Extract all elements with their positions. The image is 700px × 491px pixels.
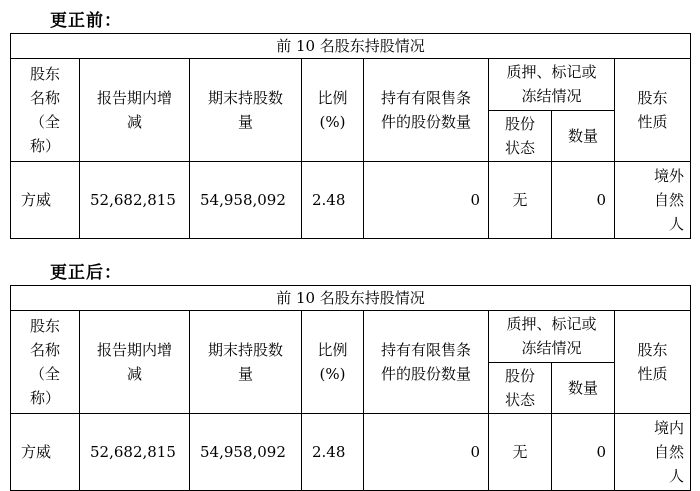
cell-restricted: 0 (364, 162, 489, 239)
section-heading-after: 更正后： (50, 263, 122, 283)
cell-pledge-qty: 0 (552, 162, 615, 239)
header-end-holding: 期末持股数 量 (190, 311, 302, 414)
cell-name: 方威 (11, 414, 80, 491)
header-period-change: 报告期内增 减 (80, 59, 190, 162)
header-end-holding: 期末持股数 量 (190, 59, 302, 162)
table-title: 前 10 名股东持股情况 (11, 34, 691, 59)
table-row (11, 162, 691, 239)
cell-end-holding: 54,958,092 (190, 162, 302, 239)
cell-pledge-status: 无 (489, 414, 552, 491)
shareholder-table-after (10, 285, 691, 491)
cell-nature: 境外 自然 人 (615, 162, 691, 239)
cell-pledge-qty: 0 (552, 414, 615, 491)
table-title: 前 10 名股东持股情况 (11, 286, 691, 311)
header-shareholder-nature: 股东 性质 (615, 311, 691, 414)
header-shareholder-name: 股东 名称 （全 称） (11, 311, 80, 414)
cell-name: 方威 (11, 162, 80, 239)
shareholder-table-before (10, 33, 691, 239)
header-pledge-status: 股份 状态 (489, 110, 552, 162)
cell-restricted: 0 (364, 414, 489, 491)
cell-ratio: 2.48 (302, 414, 364, 491)
section-heading-before: 更正前： (50, 11, 122, 31)
header-ratio: 比例 (%) (302, 311, 364, 414)
header-pledge-status: 股份 状态 (489, 362, 552, 414)
header-restricted-shares: 持有有限售条 件的股份数量 (364, 59, 489, 162)
header-period-change: 报告期内增 减 (80, 311, 190, 414)
header-pledge-qty: 数量 (552, 110, 615, 162)
header-shareholder-nature: 股东 性质 (615, 59, 691, 162)
table-row (11, 414, 691, 491)
header-ratio: 比例 (%) (302, 59, 364, 162)
header-pledge-group: 质押、标记或 冻结情况 (489, 59, 615, 111)
cell-pledge-status: 无 (489, 162, 552, 239)
cell-change: 52,682,815 (80, 162, 190, 239)
cell-ratio: 2.48 (302, 162, 364, 239)
cell-change: 52,682,815 (80, 414, 190, 491)
cell-nature: 境内 自然 人 (615, 414, 691, 491)
cell-end-holding: 54,958,092 (190, 414, 302, 491)
header-restricted-shares: 持有有限售条 件的股份数量 (364, 311, 489, 414)
header-pledge-qty: 数量 (552, 362, 615, 414)
header-shareholder-name: 股东 名称 （全 称） (11, 59, 80, 162)
header-pledge-group: 质押、标记或 冻结情况 (489, 311, 615, 363)
